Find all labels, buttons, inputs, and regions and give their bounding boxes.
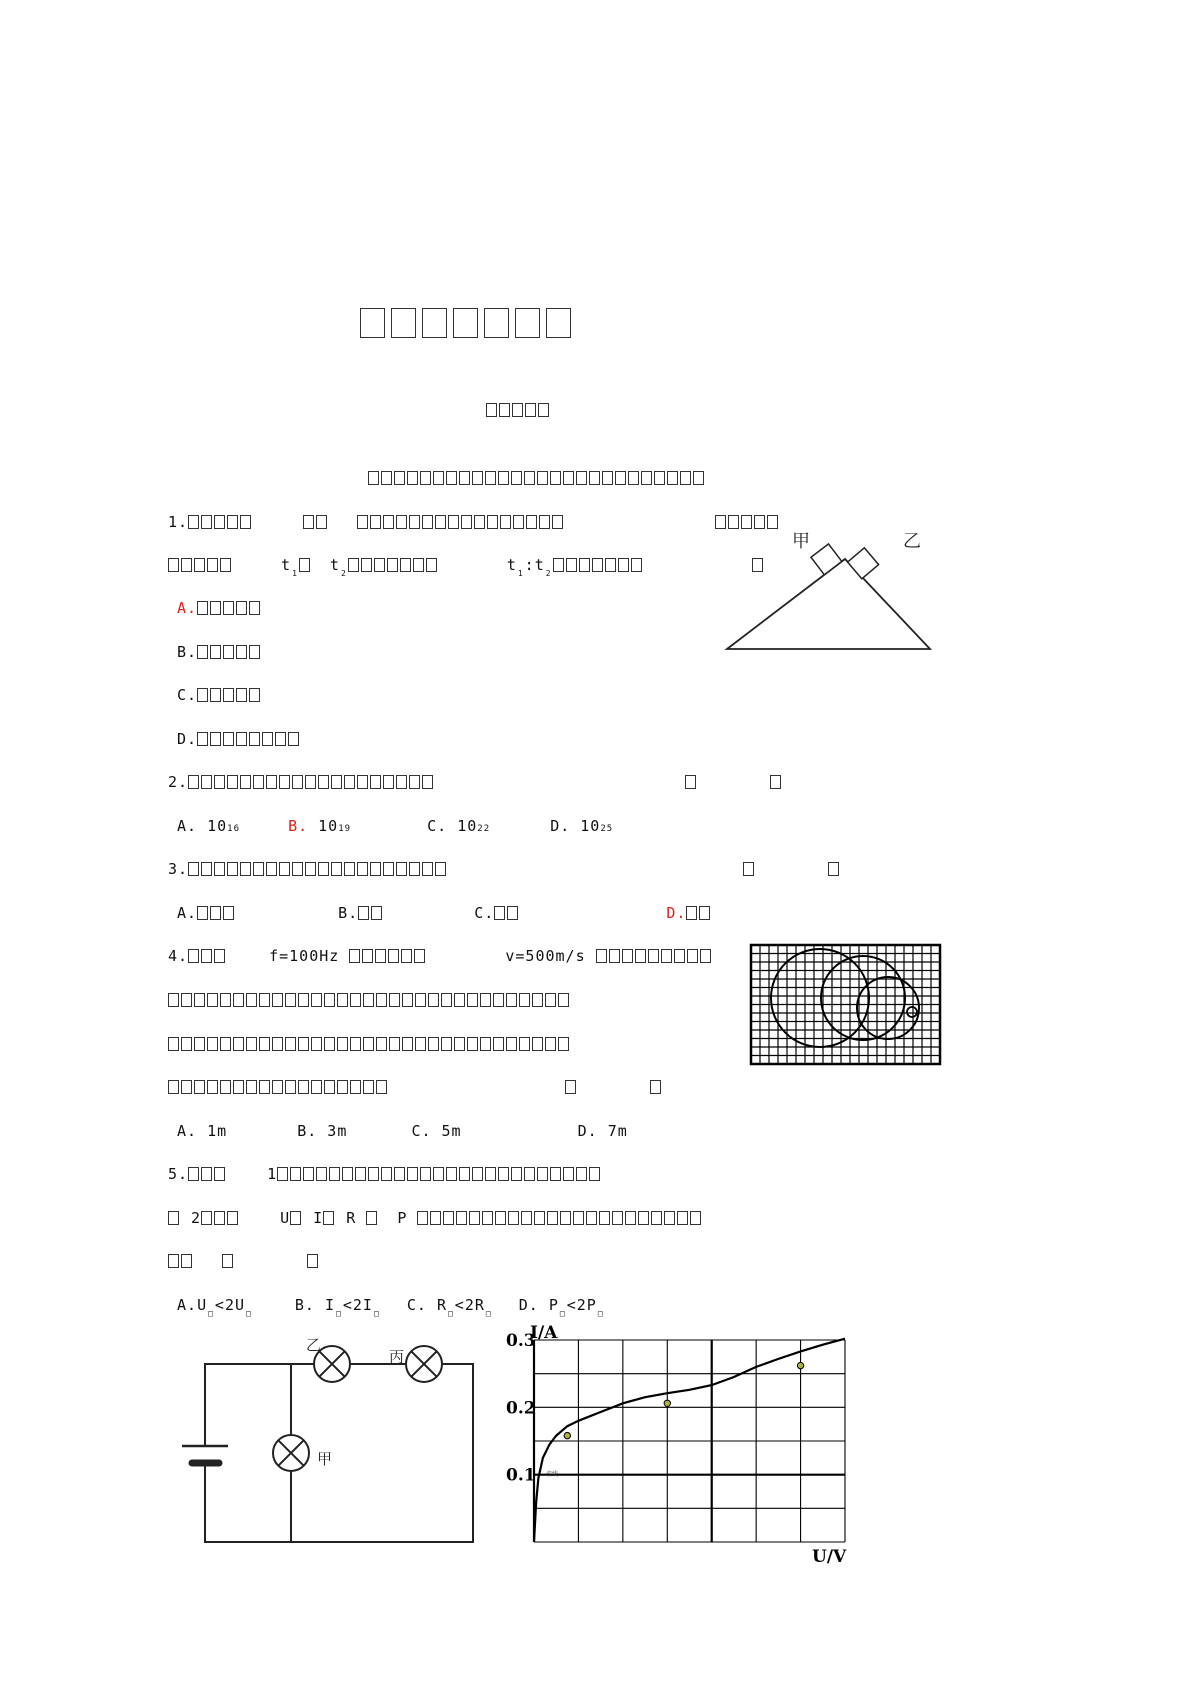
- iu-chart: [500, 1320, 860, 1564]
- q4-option-a: A. 1m: [177, 1122, 228, 1140]
- q3-option-a: A.: [177, 904, 236, 922]
- q3-stem: 3.: [168, 859, 841, 879]
- q4-options: [177, 1121, 628, 1141]
- q4-wave-grid-figure: [748, 942, 944, 1068]
- q4-option-b: B. 3m: [297, 1122, 348, 1140]
- q4-option-d: D. 7m: [577, 1122, 628, 1140]
- chart-series-line: [534, 1339, 845, 1542]
- q5-line-1: 5. 1: [168, 1164, 602, 1184]
- chart-y-tick-label: 0.1: [506, 1465, 536, 1486]
- q4-line-4: [168, 1077, 663, 1097]
- q2-option-b: B. 1019: [288, 817, 352, 835]
- q3-option-d: D.: [666, 904, 712, 922]
- q1-option-b: B.: [177, 642, 262, 662]
- label-jia: 甲: [792, 531, 810, 552]
- q2-option-a: A. 1016: [177, 817, 240, 835]
- bulb-bing: [406, 1346, 442, 1382]
- q1-incline-figure: [720, 515, 940, 655]
- chart-grid: [534, 1340, 845, 1542]
- q3-option-b: B.: [338, 904, 384, 922]
- chart-point: [797, 1362, 803, 1368]
- q1-option-c: C.: [177, 685, 262, 705]
- q2-option-c: C. 1022: [427, 817, 491, 835]
- bulb-jia: [273, 1435, 309, 1471]
- label-bulb-yi: 乙: [306, 1336, 322, 1354]
- q1-line-1: 1.: [168, 512, 780, 532]
- chart-y-axis-label: I/A: [530, 1323, 558, 1343]
- label-bulb-jia: 甲: [317, 1450, 333, 1468]
- q4-line-3: [168, 1034, 571, 1054]
- label-bulb-bing: 丙: [389, 1348, 405, 1366]
- chart-point: [564, 1432, 570, 1438]
- block-jia: [811, 544, 842, 575]
- block-yi: [848, 548, 879, 579]
- chart-y-tick-label: 0.2: [506, 1398, 536, 1419]
- q1-option-d: D.: [177, 729, 301, 749]
- chart-x-axis-label: U/V: [812, 1547, 847, 1564]
- q2-option-d: D. 1025: [550, 817, 614, 835]
- q1-line-2: $t_1$ $t_2$ $t_1:t_2$: [168, 555, 765, 584]
- q4-line-1: 4. f=100Hz v=500m/s: [168, 946, 713, 966]
- q5-circuit-figure: [175, 1335, 485, 1550]
- document-title: [360, 308, 577, 340]
- chart-y-ticks: [506, 1331, 536, 1486]
- wire-right-bottom: [205, 1364, 473, 1542]
- q5-line-2: 2 U I R P: [168, 1208, 703, 1228]
- q5-option-d: D. $P_□<2P_□$: [518, 1296, 604, 1318]
- q2-options: [177, 816, 613, 839]
- q5-option-c: C. $R_□<2R_□$: [406, 1296, 492, 1318]
- document-subtitle: [486, 400, 551, 420]
- wire-top-left: [205, 1364, 314, 1413]
- q3-option-c: C.: [474, 904, 520, 922]
- section-heading: [368, 468, 706, 488]
- q5-option-b: B. $I_□<2I_□$: [294, 1296, 380, 1318]
- q5-option-a: $A.U_□<2U_□$: [177, 1296, 252, 1318]
- q5-line-3: [168, 1251, 320, 1271]
- q1-option-a: A.: [177, 598, 262, 618]
- chart-y-tick-label: 0.3: [506, 1331, 536, 1351]
- label-yi: 乙: [903, 531, 921, 552]
- q4-line-2: [168, 990, 571, 1010]
- q4-option-c: C. 5m: [411, 1122, 462, 1140]
- q3-options: [177, 903, 712, 923]
- chart-point: [664, 1400, 670, 1406]
- q2-stem: 2.: [168, 772, 783, 792]
- chart-note: 虚线: [546, 1471, 559, 1478]
